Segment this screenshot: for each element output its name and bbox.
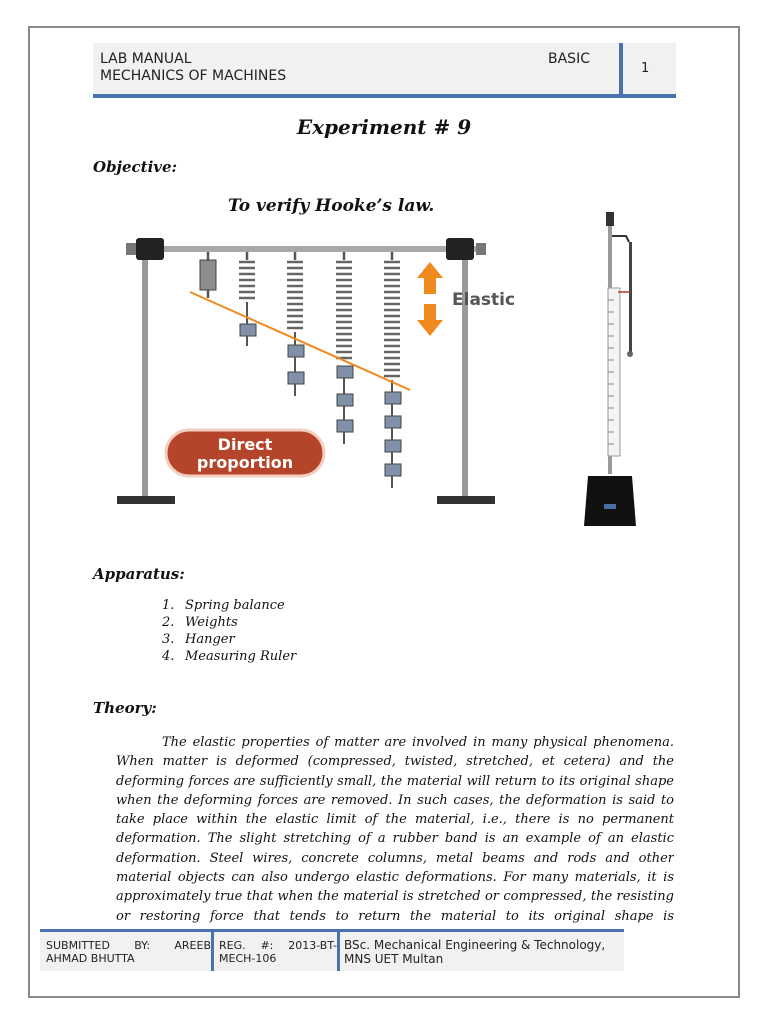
badge-line-2: proportion [196, 453, 294, 472]
left-post [142, 242, 148, 502]
elastic-arrow-icon [417, 262, 443, 336]
list-item: 4. Measuring Ruler [162, 649, 297, 664]
footer-divider [211, 932, 214, 971]
top-bar [126, 246, 486, 252]
right-base [437, 496, 495, 504]
footer-program: BSc. Mechanical Engineering & Technology, MNS UET Multan [344, 938, 606, 966]
page-footer [40, 929, 624, 971]
header-basic: BASIC [548, 51, 590, 67]
objective-text: To verify Hooke’s law. [228, 196, 435, 216]
elastic-label: Elastic [452, 290, 516, 310]
objective-heading: Objective: [93, 158, 178, 176]
spring-2 [239, 252, 256, 346]
header-line-1: LAB MANUAL [100, 51, 192, 67]
header-title [100, 51, 286, 85]
badge-line-1: Direct [217, 435, 273, 454]
spring-5 [384, 252, 401, 488]
footer-reg-number: REG. #: 2013-BT-MECH-106 [219, 939, 337, 965]
left-base [117, 496, 175, 504]
right-clamp [446, 238, 474, 260]
spring-3 [287, 252, 304, 396]
header-divider [619, 43, 623, 94]
header-line-2: MECHANICS OF MACHINES [100, 68, 287, 84]
theory-text: The elastic properties of matter are involved in many physical phenomena. When matter is deformed (compressed, twisted, stretched, et cetera) and the deforming forces are sufficiently small, the material will return to its original shape when the deforming forces are removed. In such cases, the deformation is said to take place within the elastic limit of the material, i.e., there is no permanent deformation. The slight stretching of a rubber band is an example of an elastic deformation. Steel wires, concrete columns, metal beams and rods and other material objects can also undergo elastic deformations. For many materials, it is approximately true that when the material is stretched or compressed, the resisting or restoring force that tends to return the material to its original shape is [116, 735, 674, 923]
theory-heading: Theory: [93, 699, 157, 717]
list-item: 3. Hanger [162, 632, 235, 647]
spring-4 [336, 252, 353, 444]
spring-1 [200, 252, 216, 298]
apparatus-heading: Apparatus: [93, 565, 185, 583]
spring-balance-stand-illustration [560, 200, 675, 540]
footer-divider [337, 932, 340, 971]
page-header [93, 43, 676, 98]
stand-base [584, 476, 636, 526]
springs-illustration [112, 210, 532, 515]
page-number: 1 [641, 61, 650, 76]
apparatus-list [162, 597, 296, 665]
list-item: 2. Weights [162, 615, 238, 630]
experiment-title: Experiment # 9 [296, 115, 472, 139]
list-item: 1. Spring balance [162, 598, 285, 613]
right-post [462, 242, 468, 502]
hanging-spring [629, 242, 632, 354]
left-clamp [136, 238, 164, 260]
footer-submitted-by: SUBMITTED BY: AREEB AHMAD BHUTTA [46, 939, 211, 965]
